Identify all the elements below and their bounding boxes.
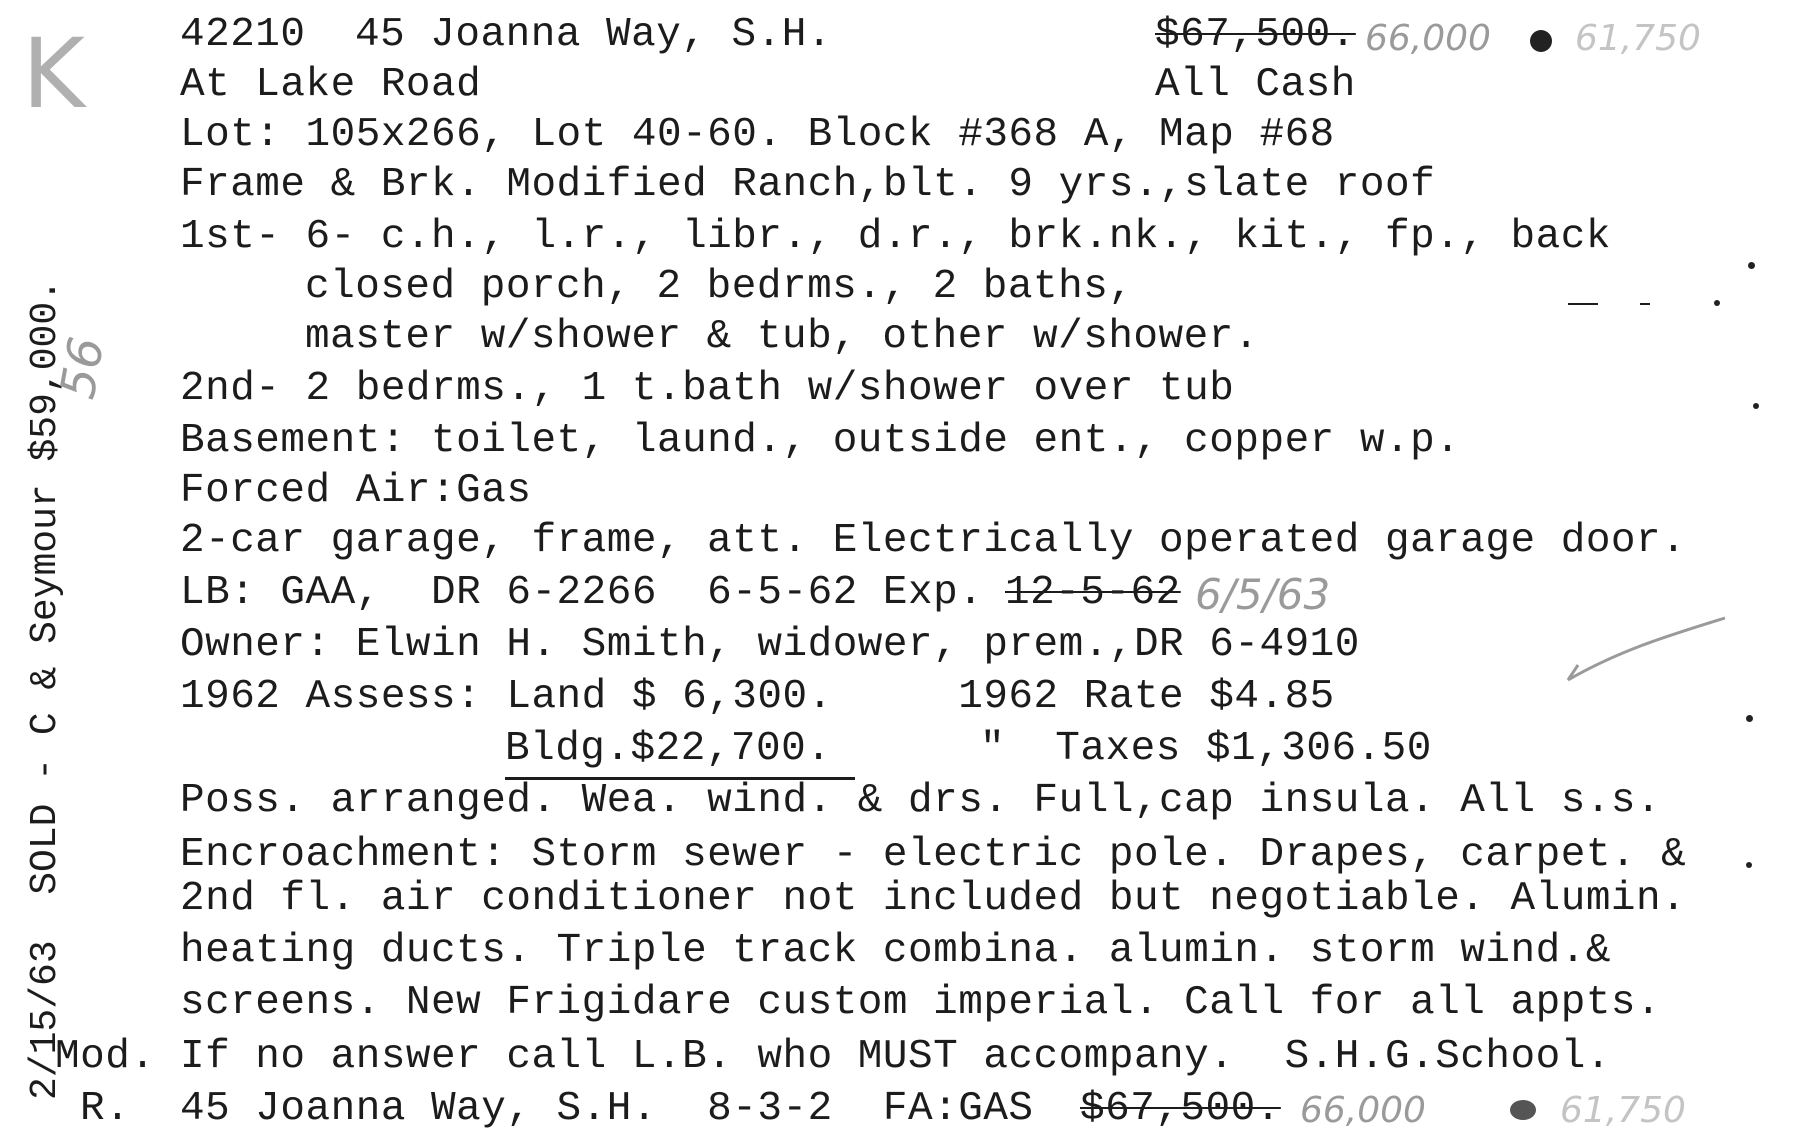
summary-price: $67,500. (1080, 1086, 1281, 1132)
first-floor-line-3: master w/shower & tub, other w/shower. (305, 314, 1259, 360)
garage-info: 2-car garage, frame, att. Electrically operated garage door. (180, 518, 1687, 564)
summary-line: 45 Joanna Way, S.H. 8-3-2 FA:GAS (180, 1086, 1084, 1132)
margin-dot-3 (1753, 403, 1759, 409)
first-floor-line-1: 1st- 6- c.h., l.r., libr., d.r., brk.nk., kit., fp., back (180, 214, 1611, 260)
margin-dot-4 (1746, 715, 1753, 722)
taxes-info: " Taxes $1,306.50 (980, 726, 1432, 772)
lb-info: LB: GAA, DR 6-2266 6-5-62 Exp. (180, 570, 1009, 616)
assessment-building: Bldg.$22,700. (505, 726, 832, 772)
lb-exp-handwritten: 6/5/63 (1195, 570, 1331, 619)
encroachment-line-1: Encroachment: Storm sewer - electric pole. Drapes, carpet. & (180, 832, 1687, 878)
lot-info: Lot: 105x266, Lot 40-60. Block #368 A, Map #68 (180, 112, 1335, 158)
cross-street: At Lake Road (180, 62, 482, 108)
price-typed: $67,500. (1155, 12, 1356, 58)
margin-dot-2 (1714, 300, 1720, 306)
margin-dash-2 (1640, 303, 1650, 305)
heat-info: Forced Air:Gas (180, 468, 532, 514)
pencil-check-mark (1560, 610, 1730, 690)
terms: All Cash (1155, 62, 1356, 108)
mod-label: Mod. (55, 1034, 156, 1080)
ink-blot (1530, 30, 1552, 52)
lb-exp-struck: 12-5-62 (1005, 570, 1181, 616)
assessment-land: 1962 Assess: Land $ 6,300. 1962 Rate $4.85 (180, 674, 1335, 720)
first-floor-line-2: closed porch, 2 bedrms., 2 baths, (305, 264, 1134, 310)
summary-ink-blot (1510, 1100, 1536, 1120)
encroachment-line-4: screens. New Frigidare custom imperial. Call for all appts. (180, 980, 1662, 1026)
margin-dot-5 (1746, 862, 1752, 868)
owner-info: Owner: Elwin H. Smith, widower, prem.,DR 6-4910 (180, 622, 1360, 668)
margin-dash-1 (1568, 303, 1598, 305)
possession-info: Poss. arranged. Wea. wind. & drs. Full,cap insula. All s.s. (180, 778, 1662, 824)
basement-info: Basement: toilet, laund., outside ent., copper w.p. (180, 418, 1461, 464)
margin-dot-1 (1748, 262, 1755, 269)
sidebar-hand-note: 56 (49, 333, 116, 403)
address-line: 45 Joanna Way, S.H. (355, 12, 832, 58)
encroachment-line-3: heating ducts. Triple track combina. alumin. storm wind.& (180, 928, 1611, 974)
r-label: R. (80, 1086, 131, 1132)
handwritten-k-mark: K (22, 18, 85, 130)
price-handwritten-2: 61,750 (1575, 18, 1701, 59)
price-handwritten-1: 66,000 (1365, 18, 1491, 59)
encroachment-line-5: If no answer call L.B. who MUST accompany. S.H.G.School. (180, 1034, 1611, 1080)
listing-number: 42210 (180, 12, 306, 58)
sold-sidebar-text: 2/15/63 SOLD - C & Seymour $59,000. (24, 279, 67, 1100)
second-floor-info: 2nd- 2 bedrms., 1 t.bath w/shower over tub (180, 366, 1235, 412)
summary-handwritten-2: 61,750 (1560, 1090, 1686, 1131)
encroachment-line-2: 2nd fl. air conditioner not included but negotiable. Alumin. (180, 876, 1687, 922)
summary-handwritten-1: 66,000 (1300, 1090, 1426, 1131)
construction-info: Frame & Brk. Modified Ranch,blt. 9 yrs.,slate roof (180, 162, 1436, 208)
